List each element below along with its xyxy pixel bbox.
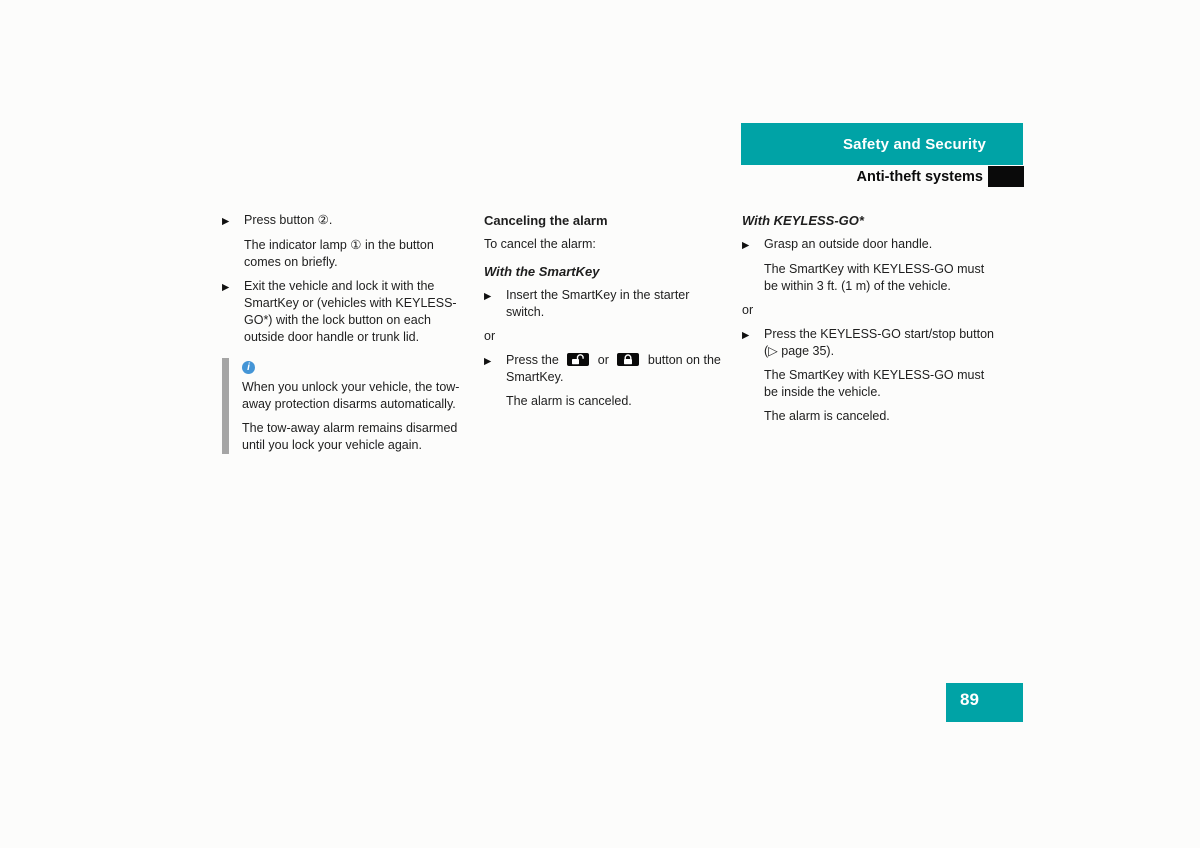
step-text: Exit the vehicle and lock it with the SmartKey or (vehicles with KEYLESS-GO*) with the lock button on each outside door handle or trunk lid. — [244, 279, 457, 344]
step-text: Insert the SmartKey in the starter switch. — [506, 288, 690, 319]
result-text: The alarm is canceled. — [506, 394, 632, 408]
step-text-pre: Press the — [506, 353, 559, 367]
intro-text: To cancel the alarm: — [484, 237, 596, 251]
step-press-key-buttons — [484, 352, 724, 386]
triangle-bullet-icon: ▶ — [484, 291, 492, 302]
page-number: 89 — [960, 689, 979, 709]
column-left — [222, 212, 474, 461]
or-label: or — [484, 329, 496, 343]
step-note-text: The SmartKey with KEYLESS-GO must be within 3 ft. (1 m) of the vehicle. — [764, 262, 985, 293]
subsection-title: Anti-theft systems — [856, 168, 983, 185]
step-exit-vehicle — [222, 278, 474, 346]
page-number-box — [946, 683, 1023, 722]
unlock-icon — [567, 353, 589, 366]
column-middle — [484, 212, 724, 417]
or-label: or — [742, 303, 754, 317]
step-text: Press button ②. — [244, 213, 333, 227]
subheading-with-smartkey: With the SmartKey — [484, 264, 600, 279]
note-paragraph: When you unlock your vehicle, the tow-away protection disarms automatically. — [242, 380, 460, 411]
step-text: Grasp an outside door handle. — [764, 237, 933, 251]
triangle-bullet-icon: ▶ — [222, 282, 230, 293]
chapter-marker-square — [988, 166, 1024, 187]
step-text: Press the KEYLESS-GO start/stop button (▷ page 35). — [764, 327, 994, 358]
note-paragraph: The tow-away alarm remains disarmed until you lock your vehicle again. — [242, 421, 458, 452]
step-grasp-handle — [742, 236, 994, 254]
triangle-bullet-icon: ▶ — [222, 216, 230, 227]
step-insert-smartkey — [484, 287, 724, 321]
section-title: Safety and Security — [842, 135, 986, 153]
result-text: The alarm is canceled. — [764, 409, 890, 423]
info-icon: i — [242, 361, 255, 374]
triangle-bullet-icon: ▶ — [742, 240, 750, 251]
column-right — [742, 212, 994, 432]
lock-icon — [617, 353, 639, 366]
step-text — [506, 352, 724, 386]
step-text-mid: or — [597, 353, 609, 367]
heading-canceling-alarm: Canceling the alarm — [484, 213, 608, 228]
step-note-text: The SmartKey with KEYLESS-GO must be inside the vehicle. — [764, 368, 985, 399]
step-result-text: The indicator lamp ① in the button comes on briefly. — [244, 238, 434, 269]
triangle-bullet-icon: ▶ — [742, 330, 750, 341]
section-header-banner — [741, 123, 1023, 165]
step-text-post: button on the SmartKey. — [506, 353, 721, 384]
step-press-start-stop — [742, 326, 994, 360]
step-press-button — [222, 212, 474, 230]
subsection-row — [741, 166, 1024, 187]
subheading-with-keyless-go: With KEYLESS-GO* — [742, 213, 864, 228]
info-note — [222, 358, 474, 454]
triangle-bullet-icon: ▶ — [484, 356, 492, 367]
